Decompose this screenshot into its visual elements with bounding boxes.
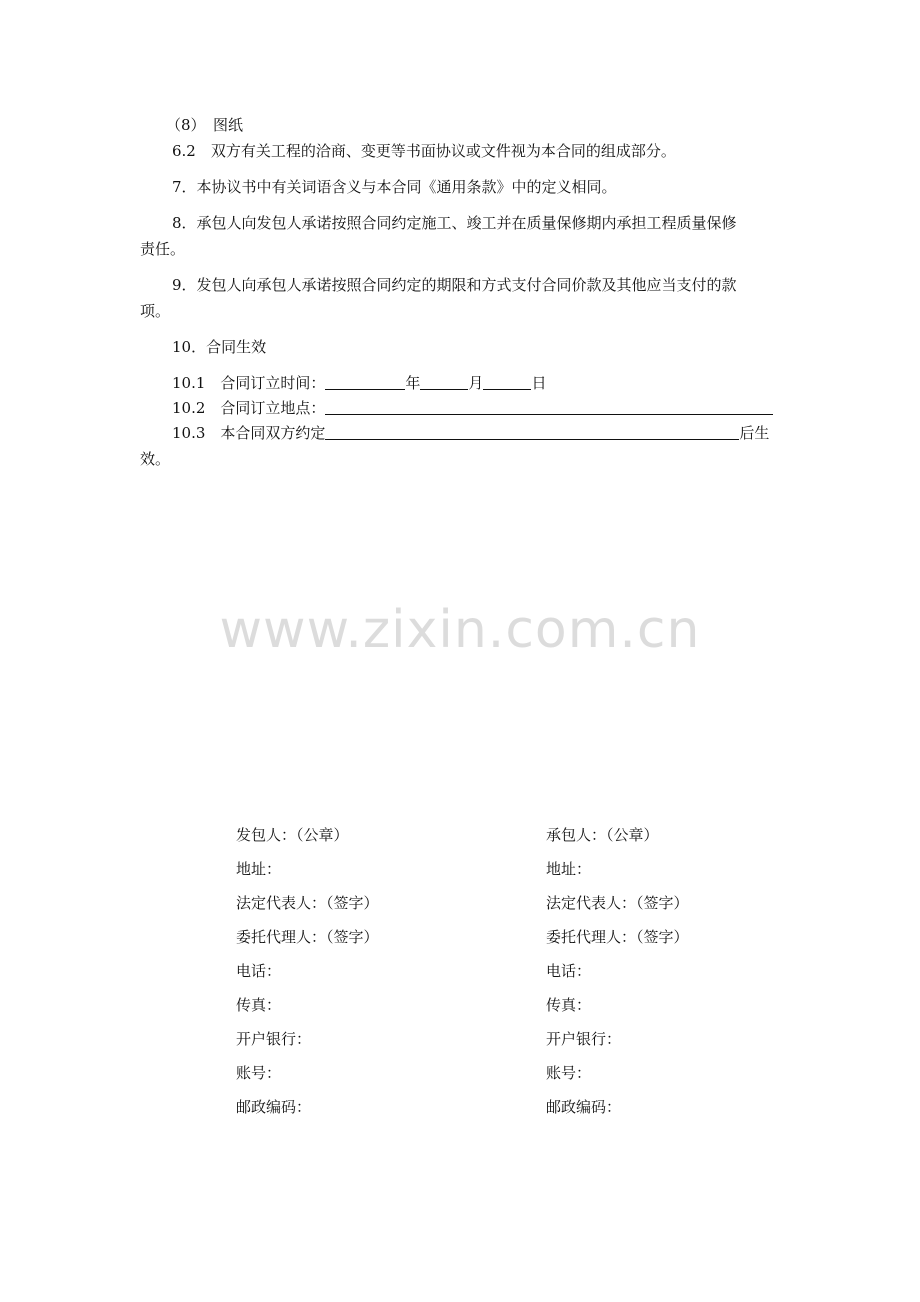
watermark: www.zixin.com.cn (219, 600, 701, 660)
employer-postcode: 邮政编码： (236, 1098, 312, 1116)
employer-fax: 传真： (236, 996, 282, 1014)
clause-10-2 (172, 398, 773, 418)
employer-phone: 电话： (236, 962, 282, 980)
clause-10-1-label: 10.1 合同订立时间： (172, 374, 326, 392)
employer-seal: 发包人：（公章） (236, 826, 349, 844)
clause-7: 7．本协议书中有关词语含义与本合同《通用条款》中的定义相同。 (172, 178, 617, 196)
month-blank (420, 373, 468, 390)
contractor-postcode: 邮政编码： (546, 1098, 622, 1116)
clause-8-line1: 8．承包人向发包人承诺按照合同约定施工、竣工并在质量保修期内承担工程质量保修 (172, 214, 737, 232)
month-label: 月 (468, 374, 484, 392)
contractor-phone: 电话： (546, 962, 592, 980)
contractor-account: 账号： (546, 1064, 592, 1082)
effective-condition-blank (325, 423, 739, 440)
employer-address: 地址： (236, 860, 282, 878)
clause-8-drawings: （8） 图纸 (166, 116, 244, 134)
clause-9-line2: 项。 (140, 302, 171, 320)
year-blank (325, 373, 405, 390)
contractor-fax: 传真： (546, 996, 592, 1014)
contractor-seal: 承包人：（公章） (546, 826, 659, 844)
day-label: 日 (531, 374, 547, 392)
clause-6-2: 6.2 双方有关工程的洽商、变更等书面协议或文件视为本合同的组成部分。 (172, 142, 676, 160)
year-label: 年 (405, 374, 421, 392)
employer-agent: 委托代理人：（签字） (236, 928, 379, 946)
clause-10-3-label: 10.3 本合同双方约定 (172, 424, 326, 442)
clause-10-heading: 10．合同生效 (172, 338, 267, 356)
employer-bank: 开户银行： (236, 1030, 312, 1048)
clause-10-2-label: 10.2 合同订立地点： (172, 399, 326, 417)
contractor-agent: 委托代理人：（签字） (546, 928, 689, 946)
clause-8-line2: 责任。 (140, 240, 186, 258)
employer-legal-rep: 法定代表人：（签字） (236, 894, 379, 912)
place-blank (325, 398, 773, 415)
contractor-bank: 开户银行： (546, 1030, 622, 1048)
contractor-legal-rep: 法定代表人：（签字） (546, 894, 689, 912)
day-blank (483, 373, 531, 390)
clause-10-1 (172, 373, 546, 393)
clause-10-3-suffix: 后生 (739, 424, 770, 442)
employer-account: 账号： (236, 1064, 282, 1082)
clause-9-line1: 9．发包人向承包人承诺按照合同约定的期限和方式支付合同价款及其他应当支付的款 (172, 276, 737, 294)
contractor-address: 地址： (546, 860, 592, 878)
clause-10-3-line2: 效。 (140, 450, 171, 468)
clause-10-3 (172, 423, 769, 443)
